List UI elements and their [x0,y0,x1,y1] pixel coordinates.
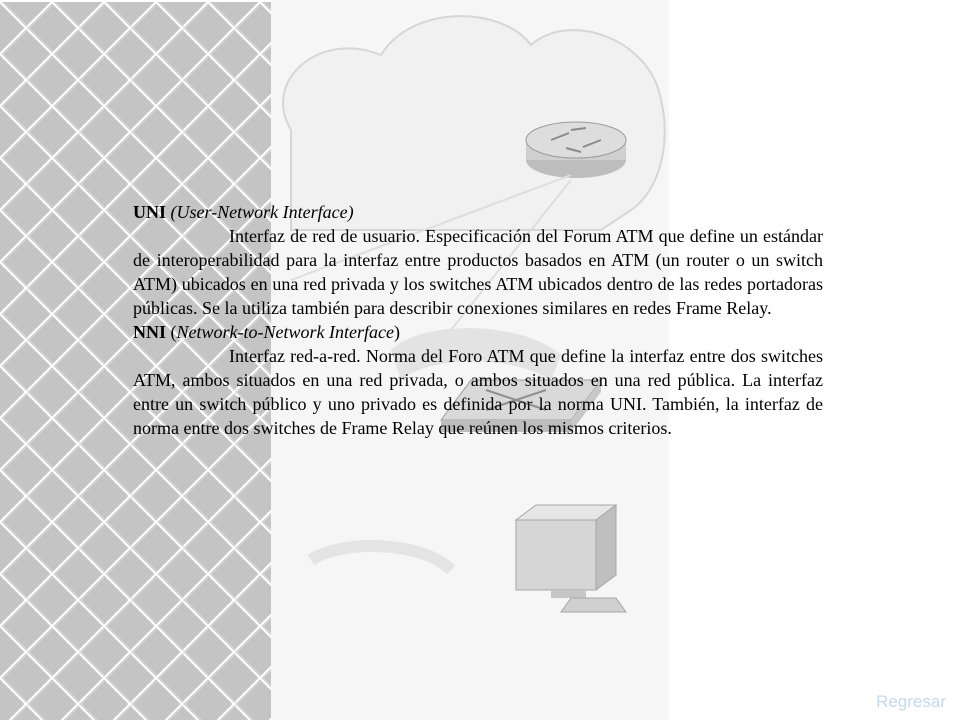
glossary-content [133,200,823,440]
term-heading-nni [133,320,823,344]
term-acronym: UNI [133,202,167,222]
router-icon [526,122,626,178]
paren-close: ) [393,322,400,342]
term-acronym: NNI [133,322,167,342]
term-definition-uni: Interfaz de red de usuario. Especificación del Forum ATM que define un estándar de interoperabilidad para la interfaz entre productos basados en ATM (un router o un switch ATM) ubicados en una red privada y los switches ATM ubicados dentro de las redes portadoras públicas. Se la utiliza también para describir conexiones similares en redes Frame Relay. [133,226,823,318]
workstation-icon [516,505,626,612]
network-cloud [283,16,665,230]
term-definition-nni: Interfaz red-a-red. Norma del Foro ATM que define la interfaz entre dos switches ATM, ambos situados en una red privada, o ambos situados en una red pública. La interfaz entre un switch público y uno privado es definida por la norma UNI. También, la interfaz de norma entre dos switches de Frame Relay que reúnen los mismos criterios. [133,346,823,438]
term-expansion: Network-to-Network Interface [176,322,394,342]
paren-open: ( [170,322,177,342]
term-heading-uni [133,200,823,224]
term-expansion: (User-Network Interface) [170,202,354,222]
back-link[interactable]: Regresar [876,692,946,711]
